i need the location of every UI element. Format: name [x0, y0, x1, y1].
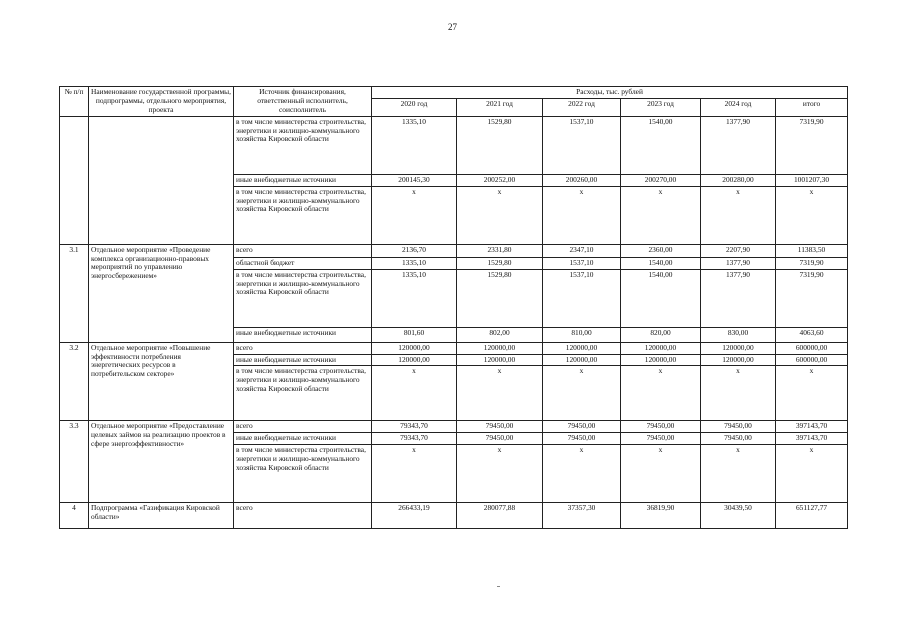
year-value: 79450,00 [621, 421, 701, 433]
year-value: 200260,00 [543, 174, 621, 186]
funding-source: в том числе министерства строительства, энергетики и жилищно-коммунального хозяйства Кировской области [234, 445, 372, 503]
program-name: Отдельное мероприятие «Предоставление целевых займов на реализацию проектов в сфере энергоэффективности» [89, 421, 234, 503]
year-value: 2360,00 [621, 244, 701, 257]
year-value: 1335,10 [372, 257, 457, 269]
header-name: Наименование государственной программы, подпрограммы, отдельного мероприятия, проекта [89, 87, 234, 117]
year-value: 830,00 [701, 327, 776, 342]
year-value: 37357,30 [543, 503, 621, 529]
total-value: х [776, 445, 848, 503]
funding-source: в том числе министерства строительства, энергетики и жилищно-коммунального хозяйства Кировской области [234, 269, 372, 327]
year-value: х [621, 445, 701, 503]
year-value: 200280,00 [701, 174, 776, 186]
year-value: 1540,00 [621, 116, 701, 174]
year-value: 79450,00 [701, 433, 776, 445]
year-value: 36819,90 [621, 503, 701, 529]
year-value: 1540,00 [621, 257, 701, 269]
funding-source: в том числе министерства строительства, энергетики и жилищно-коммунального хозяйства Кировской области [234, 116, 372, 174]
year-value: 120000,00 [543, 354, 621, 366]
year-value: 120000,00 [701, 342, 776, 354]
year-value: 1335,10 [372, 116, 457, 174]
year-value: х [457, 186, 543, 244]
program-name: Отдельное мероприятие «Проведение комплекса организационно-правовых мероприятий по управлению энергосбережением» [89, 244, 234, 342]
year-value: 79450,00 [457, 433, 543, 445]
year-value: х [701, 366, 776, 421]
funding-source: всего [234, 342, 372, 354]
year-value: х [621, 366, 701, 421]
year-value: 1537,10 [543, 116, 621, 174]
year-value: 2207,90 [701, 244, 776, 257]
total-value: 1001207,30 [776, 174, 848, 186]
year-value: х [372, 445, 457, 503]
year-value: 801,60 [372, 327, 457, 342]
year-value: х [543, 445, 621, 503]
year-value: 1537,10 [543, 257, 621, 269]
program-name: Отдельное мероприятие «Повышение эффективности потребления энергетических ресурсов в потребительском секторе» [89, 342, 234, 421]
year-value: 79450,00 [543, 433, 621, 445]
year-value: 30439,50 [701, 503, 776, 529]
page-number: 27 [448, 22, 457, 32]
year-value: 79450,00 [621, 433, 701, 445]
year-value: 2347,10 [543, 244, 621, 257]
year-value: 79450,00 [543, 421, 621, 433]
funding-source: всего [234, 503, 372, 529]
funding-source: иные внебюджетные источники [234, 354, 372, 366]
year-value: 802,00 [457, 327, 543, 342]
year-value: 79450,00 [457, 421, 543, 433]
total-value: 7319,90 [776, 257, 848, 269]
scan-mark [497, 586, 500, 587]
table-row [60, 503, 848, 529]
funding-source: в том числе министерства строительства, энергетики и жилищно-коммунального хозяйства Кировской области [234, 186, 372, 244]
year-value: 1377,90 [701, 269, 776, 327]
year-value: х [621, 186, 701, 244]
total-value: х [776, 186, 848, 244]
header-number: № п/п [60, 87, 89, 117]
year-value: х [701, 445, 776, 503]
year-value: 120000,00 [621, 354, 701, 366]
row-number [60, 116, 89, 244]
funding-source: в том числе министерства строительства, энергетики и жилищно-коммунального хозяйства Кировской области [234, 366, 372, 421]
total-value: 4063,60 [776, 327, 848, 342]
year-value: 2136,70 [372, 244, 457, 257]
year-value: 1529,80 [457, 269, 543, 327]
year-value: 1537,10 [543, 269, 621, 327]
row-number: 3.2 [60, 342, 89, 421]
header-year: 2023 год [621, 99, 701, 117]
table-row [60, 342, 848, 354]
table-row [60, 116, 848, 174]
table-row [60, 244, 848, 257]
year-value: 1529,80 [457, 257, 543, 269]
year-value: 1529,80 [457, 116, 543, 174]
program-name: Подпрограмма «Газификация Кировской области» [89, 503, 234, 529]
year-value: 200252,00 [457, 174, 543, 186]
header-year: 2024 год [701, 99, 776, 117]
year-value: 120000,00 [621, 342, 701, 354]
total-value: 397143,70 [776, 433, 848, 445]
year-value: 200270,00 [621, 174, 701, 186]
year-value: х [372, 366, 457, 421]
year-value: 120000,00 [457, 342, 543, 354]
row-number: 3.1 [60, 244, 89, 342]
funding-source: иные внебюджетные источники [234, 174, 372, 186]
year-value: 120000,00 [372, 354, 457, 366]
header-year: 2022 год [543, 99, 621, 117]
year-value: 79450,00 [701, 421, 776, 433]
year-value: х [457, 445, 543, 503]
row-number: 4 [60, 503, 89, 529]
year-value: 200145,30 [372, 174, 457, 186]
year-value: 810,00 [543, 327, 621, 342]
year-value: 120000,00 [543, 342, 621, 354]
year-value: 1377,90 [701, 257, 776, 269]
year-value: 1377,90 [701, 116, 776, 174]
budget-table [59, 86, 848, 529]
year-value: 120000,00 [457, 354, 543, 366]
year-value: 79343,70 [372, 433, 457, 445]
header-expenses: Расходы, тыс. рублей [372, 87, 848, 99]
total-value: 11383,50 [776, 244, 848, 257]
year-value: х [372, 186, 457, 244]
year-value: 79343,70 [372, 421, 457, 433]
year-value: 1540,00 [621, 269, 701, 327]
funding-source: иные внебюджетные источники [234, 327, 372, 342]
year-value: 1335,10 [372, 269, 457, 327]
header-source: Источник финансирования, ответственный исполнитель, соисполнитель [234, 87, 372, 117]
header-total: итого [776, 99, 848, 117]
funding-source: иные внебюджетные источники [234, 433, 372, 445]
year-value: х [543, 186, 621, 244]
row-number: 3.3 [60, 421, 89, 503]
year-value: х [457, 366, 543, 421]
total-value: х [776, 366, 848, 421]
total-value: 397143,70 [776, 421, 848, 433]
total-value: 651127,77 [776, 503, 848, 529]
year-value: 280077,88 [457, 503, 543, 529]
total-value: 7319,90 [776, 269, 848, 327]
year-value: 2331,80 [457, 244, 543, 257]
funding-source: всего [234, 244, 372, 257]
total-value: 600000,00 [776, 342, 848, 354]
year-value: 820,00 [621, 327, 701, 342]
table-header [60, 87, 848, 117]
program-name [89, 116, 234, 244]
funding-source: всего [234, 421, 372, 433]
year-value: х [701, 186, 776, 244]
year-value: 120000,00 [372, 342, 457, 354]
total-value: 600000,00 [776, 354, 848, 366]
year-value: х [543, 366, 621, 421]
year-value: 266433,19 [372, 503, 457, 529]
header-year: 2020 год [372, 99, 457, 117]
total-value: 7319,90 [776, 116, 848, 174]
table-row [60, 421, 848, 433]
year-value: 120000,00 [701, 354, 776, 366]
table-body [60, 116, 848, 529]
header-year: 2021 год [457, 99, 543, 117]
funding-source: областной бюджет [234, 257, 372, 269]
